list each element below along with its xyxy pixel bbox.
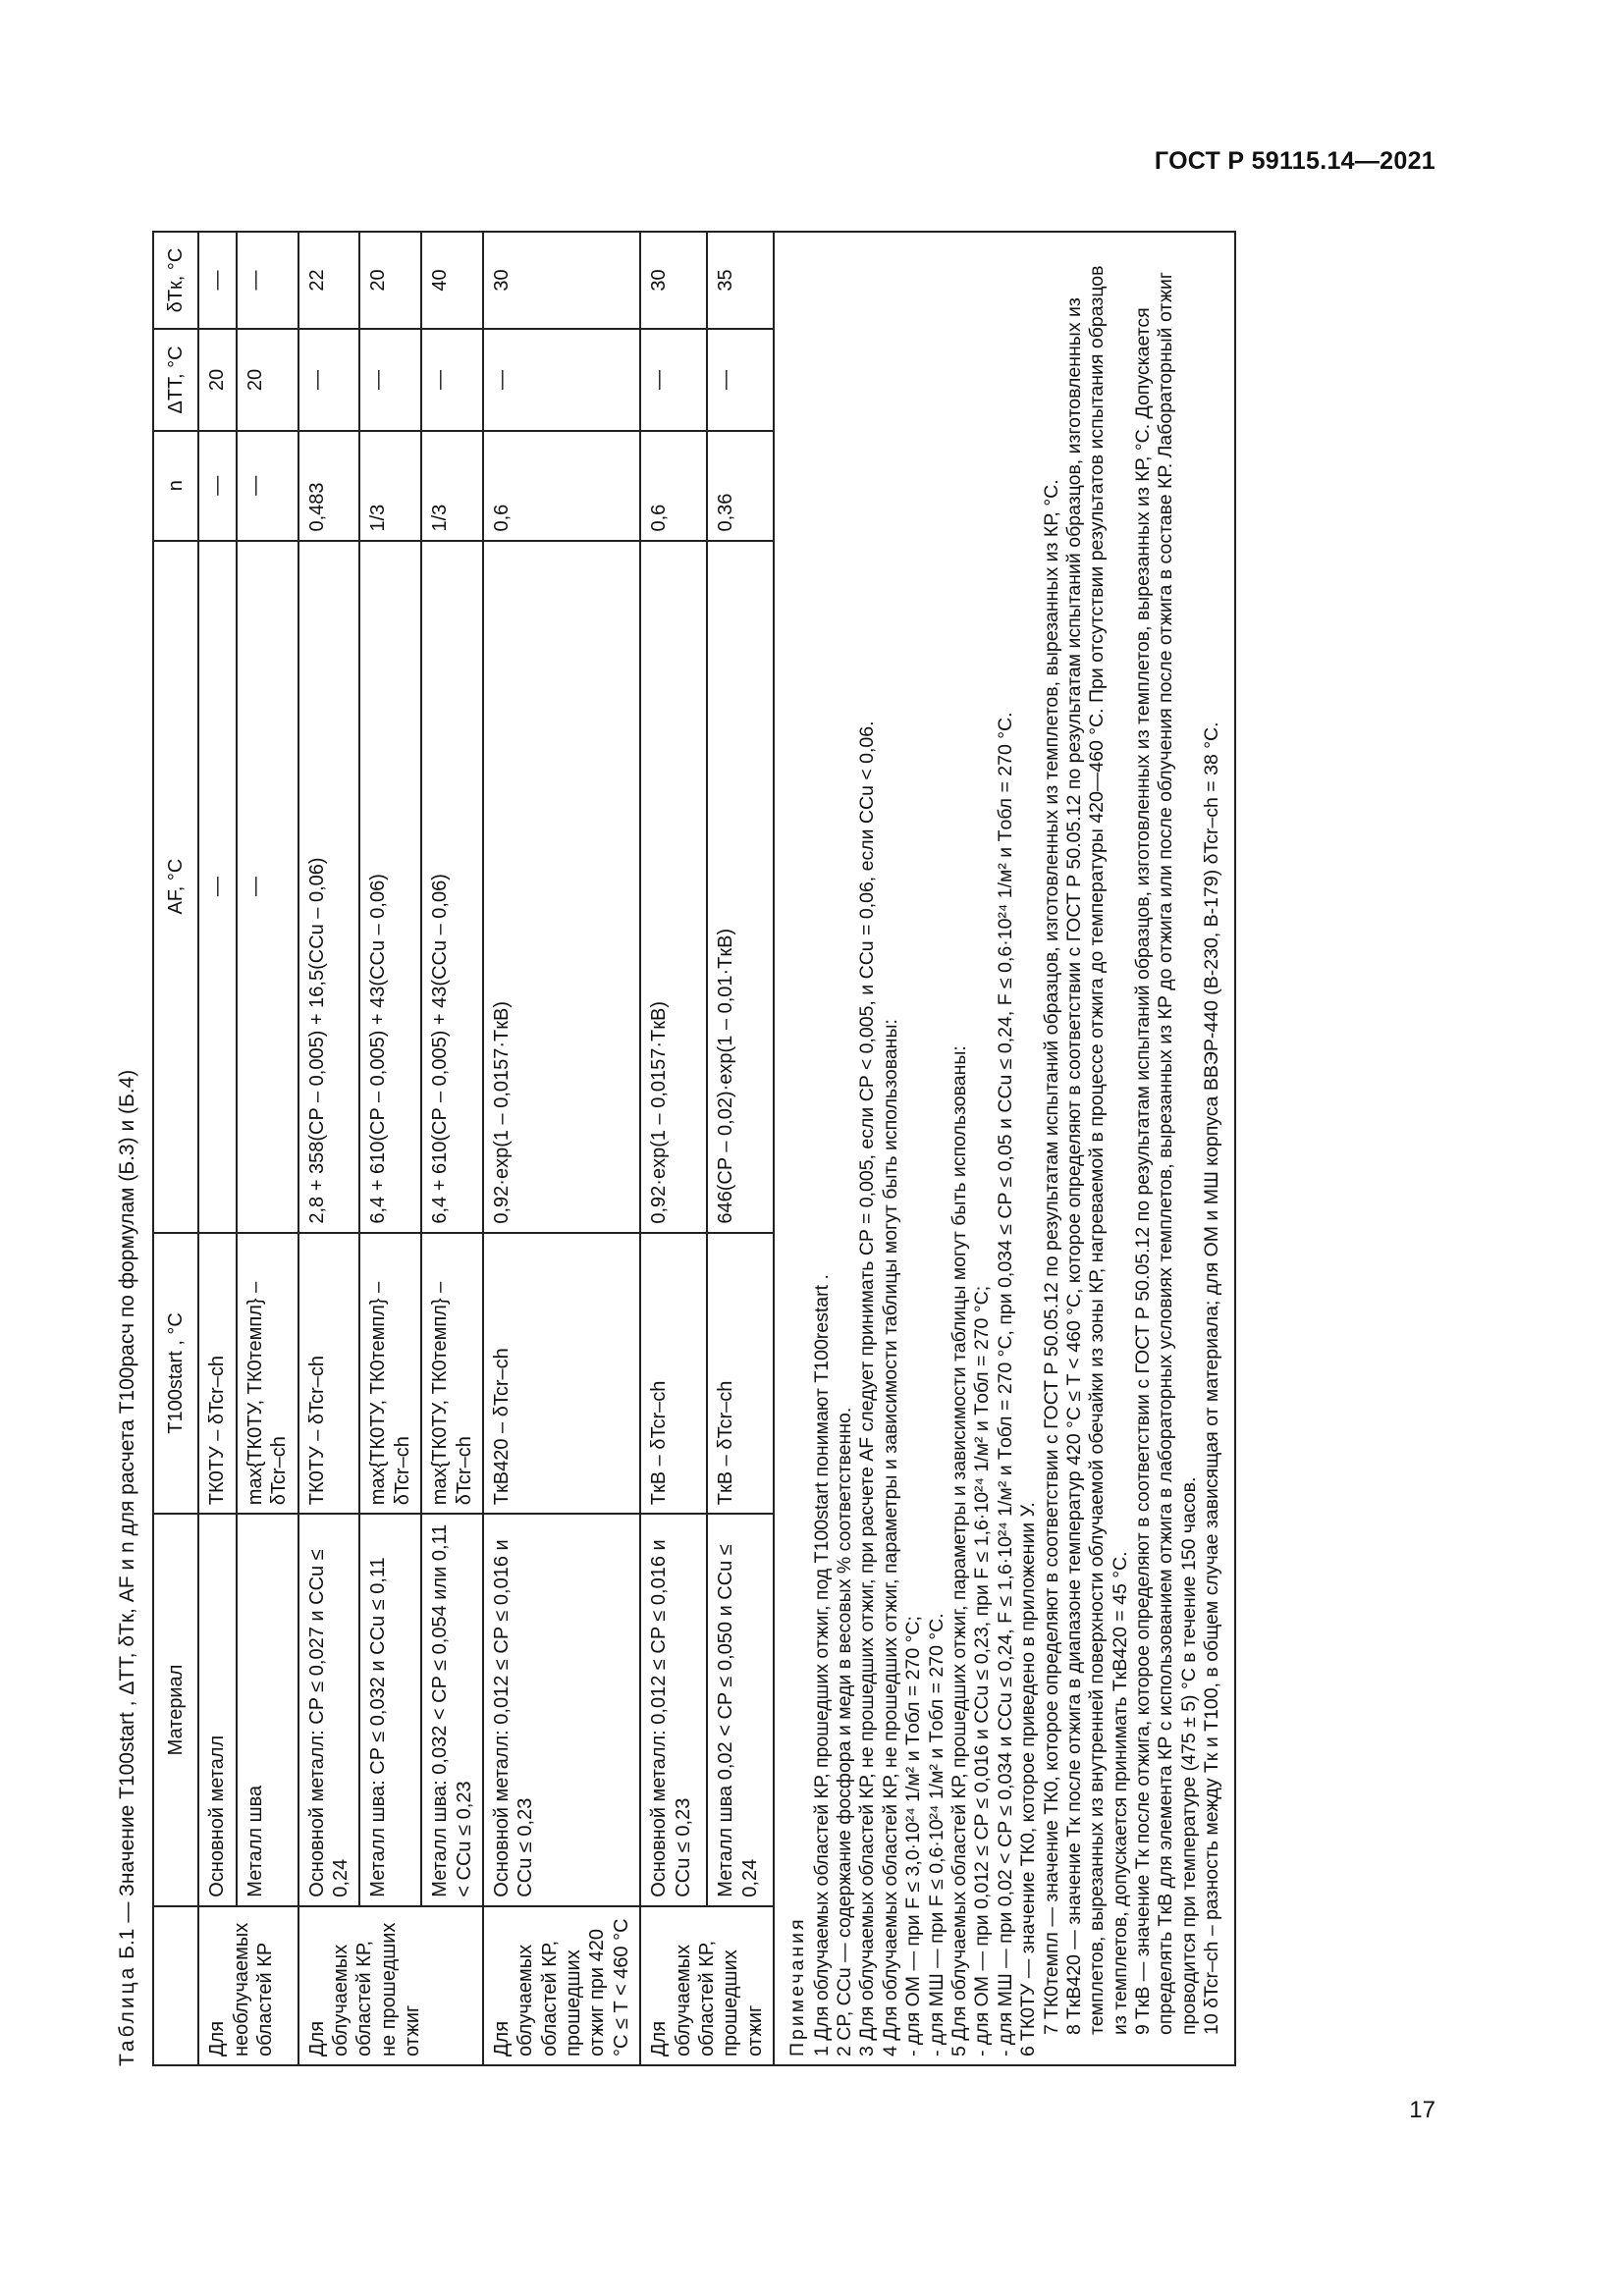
dtk-cell: — [237, 232, 298, 329]
dtk-cell: 20 [359, 232, 421, 329]
col-af-header: AF, °С [153, 541, 198, 1233]
note-item: - для ОМ — при 0,012 ≤ CP ≤ 0,016 и CCu ≤ 0,23, при F ≤ 1,6·10²⁴ 1/м² и Tобл = 270 °С; [971, 1285, 994, 2056]
tstart-cell: TК0ТУ – δTcr–ch [298, 1233, 360, 1515]
table-row [359, 232, 421, 2065]
tstart-cell: TкB – δTcr–ch [707, 1233, 774, 1515]
n-cell: — [198, 431, 236, 541]
notes-cell [774, 232, 1234, 2065]
table-header-row [153, 232, 198, 2065]
table-row [421, 232, 483, 2065]
tstart-cell: max{TК0ТУ, TК0темпл} – δTcr–ch [421, 1233, 483, 1515]
dt-cell: — [483, 329, 640, 431]
notes-title: Примечания [786, 1916, 809, 2056]
n-cell: 0,36 [707, 431, 774, 541]
af-cell: — [237, 541, 298, 1233]
dt-cell: — [298, 329, 360, 431]
dtk-cell: 22 [298, 232, 360, 329]
page-number: 17 [1409, 2097, 1435, 2123]
note-item: - для МШ — при F ≤ 0,6·10²⁴ 1/м² и Tобл = 270 °С. [925, 1613, 947, 2056]
n-cell: 0,6 [640, 431, 707, 541]
af-cell: — [198, 541, 236, 1233]
n-cell: 1/3 [421, 431, 483, 541]
material-cell: Основной металл: 0,012 ≤ CP ≤ 0,016 и CCu ≤ 0,23 [483, 1514, 640, 1905]
note-item: 9 TкB — значение Tк после отжига, которое определяют в соответствии с ГОСТ Р 50.05.12 по результатам испытаний образцов, изготовленных из темплетов, вырезанных из КР, °С. Допускается определять TкB для элемента КР с использованием отжига в лабораторных условиях темплетов, вырезанных из КР до отжига или после облучения после отжига в составе КР. Лабораторный отжиг проводится при температуре (475 ± 5) °С в течение 150 часов. [1132, 271, 1200, 2035]
table-row [198, 232, 236, 2065]
n-cell: 0,483 [298, 431, 360, 541]
col-tstart-header: T100start , °С [153, 1233, 198, 1515]
group-cell: Для облучаемых областей КР, не прошедших отжиг [298, 1906, 483, 2065]
material-cell: Металл шва 0,02 < CP ≤ 0,050 и CCu ≤ 0,24 [707, 1514, 774, 1905]
group-cell: Для облучаемых областей КР, прошедших отжиг при 420 °С ≤ T < 460 °С [483, 1906, 640, 2065]
af-cell: 6,4 + 610(CP – 0,005) + 43(CCu – 0,06) [421, 541, 483, 1233]
table-row [237, 232, 298, 2065]
tstart-cell: TК0ТУ – δTcr–ch [198, 1233, 236, 1515]
table-caption [103, 231, 152, 2066]
material-cell: Основной металл: CP ≤ 0,027 и CCu ≤ 0,24 [298, 1514, 360, 1905]
note-item: 10 δTcr–ch – разность между Tк и T100, в общем случае зависящая от материала; для ОМ и МШ корпуса ВВЭР-440 (В-230, В-179) δTcr–ch = 38 °С. [1201, 721, 1223, 2035]
dt-cell: — [421, 329, 483, 431]
caption-label: Таблица [116, 1964, 139, 2066]
note-item: - для ОМ — при F ≤ 3,0·10²⁴ 1/м² и Tобл = 270 °С; [902, 1616, 925, 2056]
tstart-cell: max{TК0ТУ, TК0темпл} – δTcr–ch [237, 1233, 298, 1515]
table-row [298, 232, 360, 2065]
col-n-header: n [153, 431, 198, 541]
material-cell: Основной металл [198, 1514, 236, 1905]
standard-code: ГОСТ Р 59115.14—2021 [1154, 147, 1435, 175]
material-cell: Металл шва: CP ≤ 0,032 и CCu ≤ 0,11 [359, 1514, 421, 1905]
group-cell: Для облучаемых областей КР, прошедших отжиг [640, 1906, 774, 2065]
af-cell: 0,92·exp(1 – 0,0157·TкB) [483, 541, 640, 1233]
dt-cell: 20 [198, 329, 236, 431]
table-row [640, 232, 707, 2065]
dt-cell: 20 [237, 329, 298, 431]
rotated-table-block [103, 231, 1468, 2066]
col-group-header [153, 1906, 198, 2065]
note-item: 8 TкB420 — значение Tк после отжига в диапазоне температур 420 °С ≤ T < 460 °С, которое определяют в соответствии с ГОСТ Р 50.05.12 по результатам испытаний образцов, изготовленных из темплетов, вырезанных из внутренней поверхности облучаемой обечайки из зоны КР, нагреваемой в процессе отжига до температуры 420—460 °С. При отсутствии результатов испытания образцов из темплетов, допускается принимать TкB420 = 45 °С. [1062, 265, 1131, 2035]
material-cell: Металл шва [237, 1514, 298, 1905]
dtk-cell: — [198, 232, 236, 329]
material-cell: Металл шва: 0,032 < CP ≤ 0,054 или 0,11 < CCu ≤ 0,23 [421, 1514, 483, 1905]
table-row [707, 232, 774, 2065]
note-item: 1 Для облучаемых областей КР, прошедших отжиг, под T100start понимают T100restart . [810, 1274, 833, 2056]
col-dtk-header: δTк, °С [153, 232, 198, 329]
note-item: 2 CP, CCu — содержание фосфора и меди в весовых % соответственно. [833, 1407, 855, 2056]
tstart-cell: TкB420 – δTcr–ch [483, 1233, 640, 1515]
col-material-header: Материал [153, 1514, 198, 1905]
material-cell: Основной металл: 0,012 ≤ CP ≤ 0,016 и CCu ≤ 0,23 [640, 1514, 707, 1905]
af-cell: 6,4 + 610(CP – 0,005) + 43(CCu – 0,06) [359, 541, 421, 1233]
col-dt-header: ΔTT, °С [153, 329, 198, 431]
af-cell: 646(CP – 0,02)·exp(1 – 0,01·TкB) [707, 541, 774, 1233]
values-table [152, 231, 1236, 2066]
dtk-cell: 40 [421, 232, 483, 329]
dtk-cell: 35 [707, 232, 774, 329]
dt-cell: — [707, 329, 774, 431]
dtk-cell: 30 [483, 232, 640, 329]
caption-text: Б.1 — Значение T100start , ΔTT, δTк, AF и n для расчета T100расч по формулам (Б.3) и (Б.4) [116, 1069, 139, 1959]
notes-row [774, 232, 1234, 2065]
note-item: 3 Для облучаемых областей КР, не прошедших отжиг, при расчете AF следует принимать CP = 0,005, если CP < 0,005, и CCu = 0,06, если CCu < 0,06. [856, 721, 879, 2056]
tstart-cell: max{TК0ТУ, TК0темпл} – δTcr–ch [359, 1233, 421, 1515]
dtk-cell: 30 [640, 232, 707, 329]
n-cell: — [237, 431, 298, 541]
note-item: 4 Для облучаемых областей КР, не прошедших отжиг, параметры и зависимости таблицы могут быть использованы: [879, 1019, 901, 2056]
note-item: 5 Для облучаемых областей КР, прошедших отжиг, параметры и зависимости таблицы могут быть использованы: [947, 1045, 970, 2056]
n-cell: 1/3 [359, 431, 421, 541]
tstart-cell: TкB – δTcr–ch [640, 1233, 707, 1515]
note-item: 7 TК0темпл — значение TК0, которое определяют в соответствии с ГОСТ Р 50.05.12 по результатам испытаний образцов, изготовленных из темплетов, вырезанных из КР, °С. [1040, 479, 1062, 2035]
group-cell: Для необлучаемых областей КР [198, 1906, 298, 2065]
dt-cell: — [359, 329, 421, 431]
af-cell: 2,8 + 358(CP – 0,005) + 16,5(CCu – 0,06) [298, 541, 360, 1233]
dt-cell: — [640, 329, 707, 431]
table-row [483, 232, 640, 2065]
n-cell: 0,6 [483, 431, 640, 541]
note-item: - для МШ — при 0,02 < CP ≤ 0,034 и CCu ≤ 0,24, F ≤ 1,6·10²⁴ 1/м² и Tобл = 270 °С, при 0,034 ≤ CP ≤ 0,05 и CCu ≤ 0,24, F ≤ 0,6·10²⁴ 1/м² и Tобл = 270 °С. [994, 712, 1016, 2056]
af-cell: 0,92·exp(1 – 0,0157·TкB) [640, 541, 707, 1233]
note-item: 6 TК0ТУ — значение TК0, которое приведено в приложении У. [1017, 1502, 1040, 2056]
